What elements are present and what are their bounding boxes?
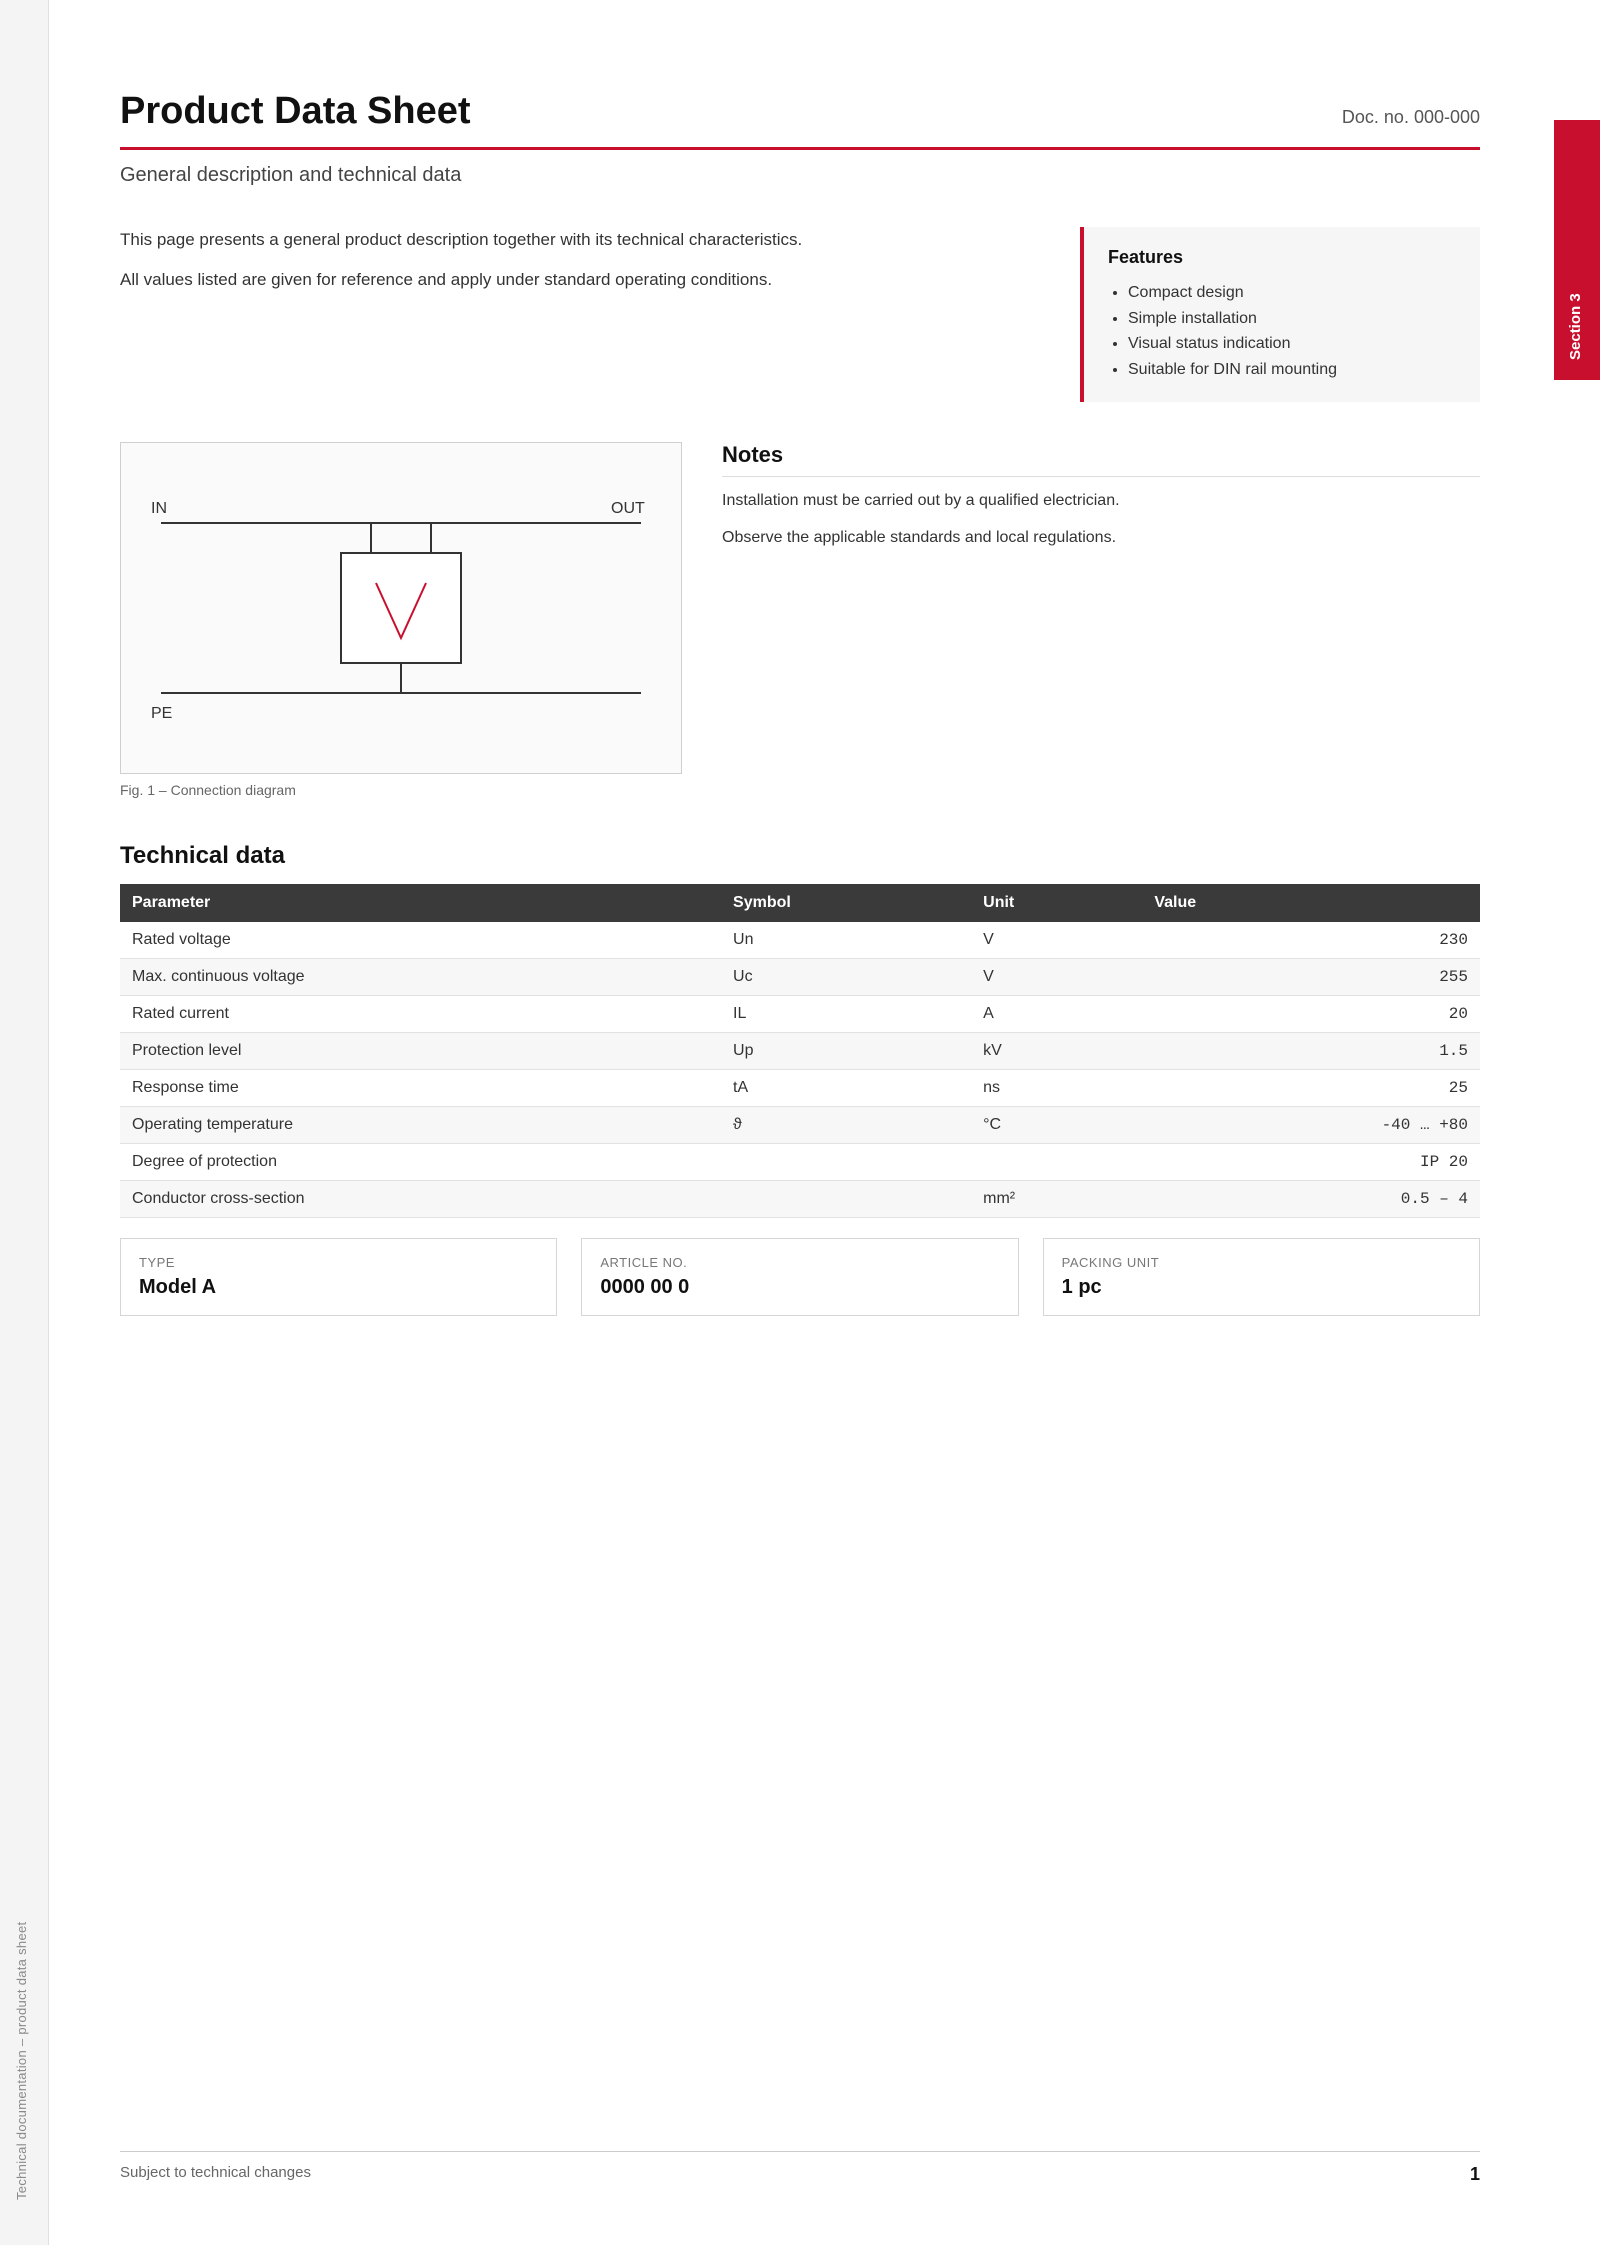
- notes-section: [722, 442, 1480, 563]
- page-content: [120, 90, 1480, 1316]
- feature-item: • Suitable for DIN rail mounting: [1128, 357, 1456, 383]
- feature-item: • Simple installation: [1128, 306, 1456, 332]
- notes-paragraph: Installation must be carried out by a qualified electrician.: [722, 492, 1120, 510]
- spec-title: Technical data: [120, 842, 285, 870]
- spec-cell: Rated voltage: [120, 922, 721, 959]
- spec-cell: [721, 1181, 971, 1218]
- order-card: [120, 1238, 557, 1316]
- order-label: TYPE: [139, 1255, 175, 1271]
- doc-number: Doc. no. 000-000: [1341, 107, 1480, 127]
- spec-cell: IL: [721, 996, 971, 1033]
- spec-column-header: Unit: [971, 884, 1142, 922]
- intro-paragraph: This page presents a general product description together with its technical characteristics.: [120, 230, 803, 249]
- order-info: [120, 1238, 1480, 1316]
- spec-row: [120, 922, 1480, 959]
- feature-list-title: Features: [1108, 247, 1184, 267]
- spec-cell: mm²: [971, 1181, 1142, 1218]
- spec-table: [120, 884, 1480, 1218]
- intro-section: [120, 227, 1480, 402]
- spec-cell: ns: [971, 1070, 1142, 1107]
- diagram-svg: [121, 443, 681, 773]
- notes-paragraph: Observe the applicable standards and local regulations.: [722, 529, 1117, 547]
- feature-item: • Visual status indication: [1128, 331, 1456, 357]
- spec-cell: Uc: [721, 959, 971, 996]
- diagram-label-pe: PE: [151, 705, 173, 723]
- spec-row: [120, 1033, 1480, 1070]
- page-subtitle: General description and technical data: [120, 164, 462, 186]
- spec-cell: kV: [971, 1033, 1142, 1070]
- order-card: [1043, 1238, 1480, 1316]
- connection-diagram: [120, 442, 682, 774]
- spec-cell: IP 20: [1142, 1144, 1480, 1181]
- spec-row: [120, 1181, 1480, 1218]
- section-tab: [1554, 120, 1600, 380]
- spec-row: [120, 1107, 1480, 1144]
- diagram-caption: Fig. 1 – Connection diagram: [120, 782, 296, 799]
- feature-list: [1080, 227, 1480, 402]
- feature-item: • Compact design: [1128, 280, 1456, 306]
- spec-cell: 0.5 – 4: [1142, 1181, 1480, 1218]
- spec-cell: V: [971, 922, 1142, 959]
- spec-cell: 255: [1142, 959, 1480, 996]
- spec-cell: °C: [971, 1107, 1142, 1144]
- spec-cell: ϑ: [721, 1107, 971, 1144]
- spec-cell: Up: [721, 1033, 971, 1070]
- spec-cell: [721, 1144, 971, 1181]
- page-margin: [0, 0, 49, 2245]
- order-card: [581, 1238, 1018, 1316]
- spec-cell: tA: [721, 1070, 971, 1107]
- section-tab-label: Section 3: [1567, 293, 1584, 360]
- spec-cell: 25: [1142, 1070, 1480, 1107]
- spec-cell: Protection level: [120, 1033, 721, 1070]
- spec-cell: Max. continuous voltage: [120, 959, 721, 996]
- spec-row: [120, 1144, 1480, 1181]
- diagram-device-box: [341, 553, 461, 663]
- spec-cell: Degree of protection: [120, 1144, 721, 1181]
- spec-cell: [971, 1144, 1142, 1181]
- spec-column-header: Value: [1142, 884, 1480, 922]
- order-value: Model A: [139, 1276, 217, 1299]
- spec-column-header: Symbol: [721, 884, 971, 922]
- page-number: 1: [1469, 2164, 1480, 2184]
- doc-header: [120, 90, 1480, 150]
- order-value: 1 pc: [1061, 1276, 1102, 1299]
- spec-header-row: [120, 884, 1480, 922]
- spec-cell: -40 … +80: [1142, 1107, 1480, 1144]
- intro-paragraph: All values listed are given for reference and apply under standard operating conditions.: [120, 270, 773, 290]
- order-label: ARTICLE NO.: [600, 1255, 688, 1271]
- spec-row: [120, 959, 1480, 996]
- page-footer: [120, 2151, 1480, 2185]
- spec-cell: 230: [1142, 922, 1480, 959]
- footer-note: Subject to technical changes: [120, 2164, 311, 2181]
- spec-cell: Operating temperature: [120, 1107, 721, 1144]
- diagram-label-in: IN: [151, 500, 167, 518]
- spec-cell: A: [971, 996, 1142, 1033]
- spec-cell: Conductor cross-section: [120, 1181, 721, 1218]
- spec-cell: Rated current: [120, 996, 721, 1033]
- spec-cell: Un: [721, 922, 971, 959]
- intro-text: [120, 227, 1040, 402]
- spec-cell: V: [971, 959, 1142, 996]
- order-label: PACKING UNIT: [1061, 1255, 1160, 1271]
- page-title: Product Data Sheet: [120, 90, 471, 132]
- spec-row: [120, 996, 1480, 1033]
- notes-title: Notes: [722, 442, 1480, 477]
- spec-cell: 20: [1142, 996, 1480, 1033]
- margin-text: Technical documentation – product data sheet: [14, 1921, 29, 2200]
- spec-cell: 1.5: [1142, 1033, 1480, 1070]
- schematic-section: [120, 442, 1480, 798]
- spec-row: [120, 1070, 1480, 1107]
- spec-cell: Response time: [120, 1070, 721, 1107]
- diagram-label-out: OUT: [611, 500, 645, 518]
- spec-column-header: Parameter: [120, 884, 721, 922]
- order-value: 0000 00 0: [600, 1276, 690, 1299]
